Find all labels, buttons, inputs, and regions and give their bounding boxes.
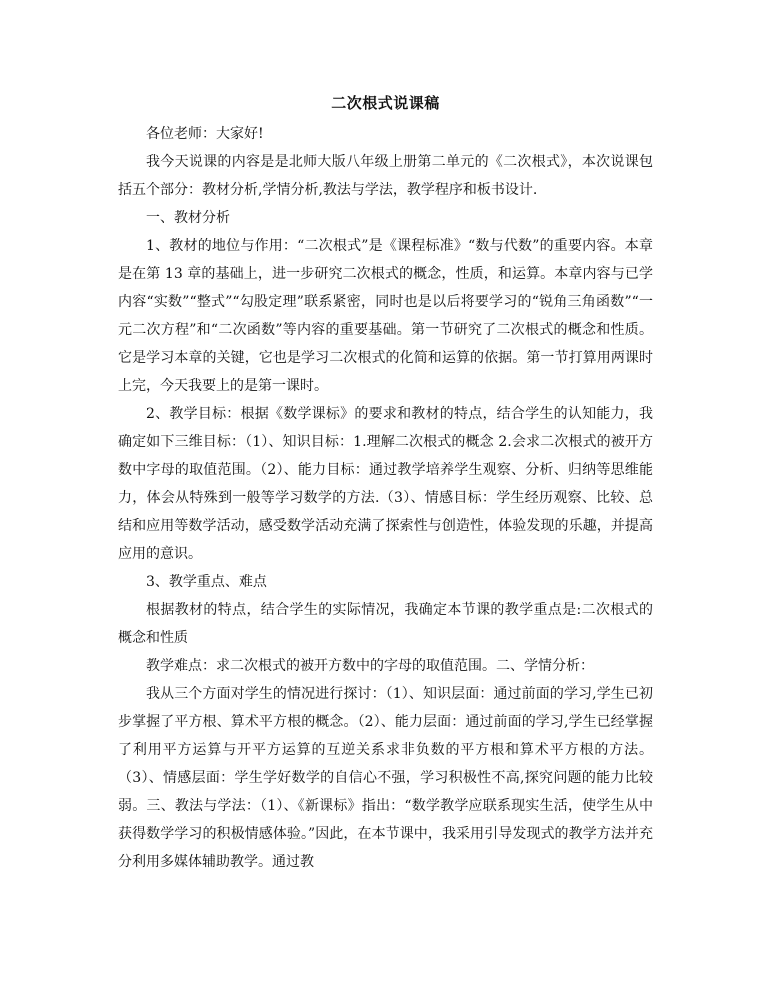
difficulty-paragraph: 教学难点：求二次根式的被开方数中的字母的取值范围。二、学情分析： — [146, 658, 594, 674]
textbook-role-paragraph: 1、教材的地位与作用：“二次根式”是《课程标准》“数与代数”的重要内容。本章是在第 13 章的基础上，进一步研究二次根式的概念，性质，和运算。本章内容与已学内容“实数”“整式”“勾股定理”联系紧密，同时也是以后将要学习的“锐角三角函数”“一元二次方程”和“二次函数”等内容的重要基础。第一节研究了二次根式的概念和性质。它是学习本章的关键，它也是学习二次根式的化简和运算的依据。第一节打算用两课时上完，今天我要上的是第一课时。 — [118, 238, 653, 394]
section-heading-textbook-analysis: 一、教材分析 — [146, 210, 230, 226]
greeting-paragraph: 各位老师：大家好! — [146, 126, 264, 142]
intro-paragraph: 我今天说课的内容是是北师大版八年级上册第二单元的《二次根式》，本次说课包括五个部分：教材分析,学情分析,教法与学法，教学程序和板书设计. — [118, 154, 653, 198]
document-title: 二次根式说课稿 — [331, 94, 440, 112]
key-points-paragraph: 根据教材的特点，结合学生的实际情况，我确定本节课的教学重点是:二次根式的概念和性质 — [118, 602, 653, 646]
key-points-heading: 3、教学重点、难点 — [146, 574, 267, 590]
document-page — [118, 90, 653, 876]
teaching-goals-paragraph: 2、教学目标：根据《数学课标》的要求和教材的特点，结合学生的认知能力，我确定如下三维目标：（1）、知识目标：1.理解二次根式的概念 2.会求二次根式的被开方数中字母的取值范围。（2）、能力目标：通过教学培养学生观察、分析、归纳等思维能力，体会从特殊到一般等学习数学的方法.（3）、情感目标：学生经历观察、比较、总结和应用等数学活动，感受数学活动充满了探索性与创造性，体验发现的乐趣，并提高应用的意识。 — [118, 406, 653, 562]
student-analysis-paragraph: 我从三个方面对学生的情况进行探讨：（1）、知识层面：通过前面的学习,学生已初步掌握了平方根、算术平方根的概念。（2）、能力层面：通过前面的学习,学生已经掌握了利用平方运算与开平方运算的互逆关系求非负数的平方根和算术平方根的方法。（3）、情感层面：学生学好数学的自信心不强，学习积极性不高,探究问题的能力比较弱。三、教法与学法：（1）、《新课标》指出：“数学教学应联系现实生活，使学生从中获得数学学习的积极情感体验。”因此，在本节课中，我采用引导发现式的教学方法并充分利用多媒体辅助教学。通过教 — [118, 686, 653, 870]
